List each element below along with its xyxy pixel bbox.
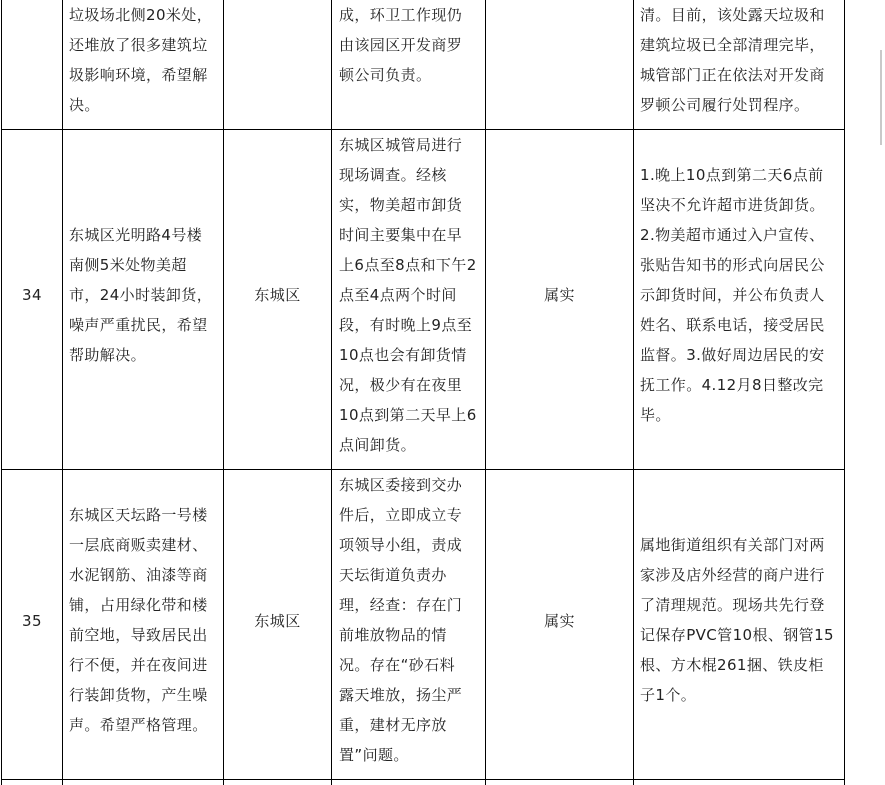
issue-cell: 垃圾场北侧20米处， 还堆放了很多建筑垃 圾影响环境，希望解 决。 (69, 6, 213, 114)
district-cell: 东城区 (254, 612, 301, 630)
issue-cell: 东城区天坛路一号楼 一层底商贩卖建材、 水泥钢筋、油漆等商 铺，占用绿化带和楼 前空地，导致居民出 行不便，并在夜间进 行装卸货物，产生噪 声。希望严格管理。 (69, 506, 208, 734)
action-cell: 属地街道组织有关部门对两 家涉及店外经营的商户进行 了清理规范。现场共先行登 记保存PVC管10根、钢管15 根、方木棍261捆、铁皮柜 子1个。 (640, 536, 834, 704)
issue-cell: 东城区光明路4号楼 南侧5米处物美超 市，24小时装卸货， 噪声严重扰民，希望 帮助解决。 (69, 226, 213, 364)
row-number: 34 (22, 286, 42, 304)
verification-cell: 东城区城管局进行 现场调查。经核 实，物美超市卸货 时间主要集中在早 上6点至8点和下午2 点至4点两个时间 段，有时晚上9点至 10点也会有卸货情 况，极少有在夜里 10点到第二天早上6 点间卸货。 (339, 136, 477, 454)
row-divider (1, 779, 845, 780)
action-cell: 清。目前，该处露天垃圾和 建筑垃圾已全部清理完毕， 城管部门正在依法对开发商 罗顿公司履行处罚程序。 (640, 6, 825, 114)
grid-line (62, 0, 63, 785)
grid-line (485, 0, 486, 785)
grid-line (844, 0, 845, 785)
grid-line (331, 0, 332, 785)
row-number: 35 (22, 612, 42, 630)
action-cell: 1.晚上10点到第二天6点前 坚决不允许超市进货卸货。 2.物美超市通过入户宣传、 张贴告知书的形式向居民公 示卸货时间，并公布负责人 姓名、联系电话，接受居民 监督。3.做好周边居民的安 抚工作。4.12月8日整改完 毕。 (640, 166, 825, 424)
result-cell: 属实 (544, 286, 575, 304)
result-cell: 属实 (544, 612, 575, 630)
grid-line (1, 0, 2, 785)
verification-cell: 东城区委接到交办 件后，立即成立专 项领导小组，责成 天坛街道负责办 理，经查：存在门 前堆放物品的情 况。存在“砂石料 露天堆放，扬尘严 重，建材无序放 置”问题。 (339, 476, 463, 764)
scrollbar[interactable] (880, 50, 882, 145)
district-cell: 东城区 (254, 286, 301, 304)
grid-line (633, 0, 634, 785)
verification-cell: 成，环卫工作现仍 由该园区开发商罗 顿公司负责。 (339, 6, 463, 84)
grid-line (223, 0, 224, 785)
